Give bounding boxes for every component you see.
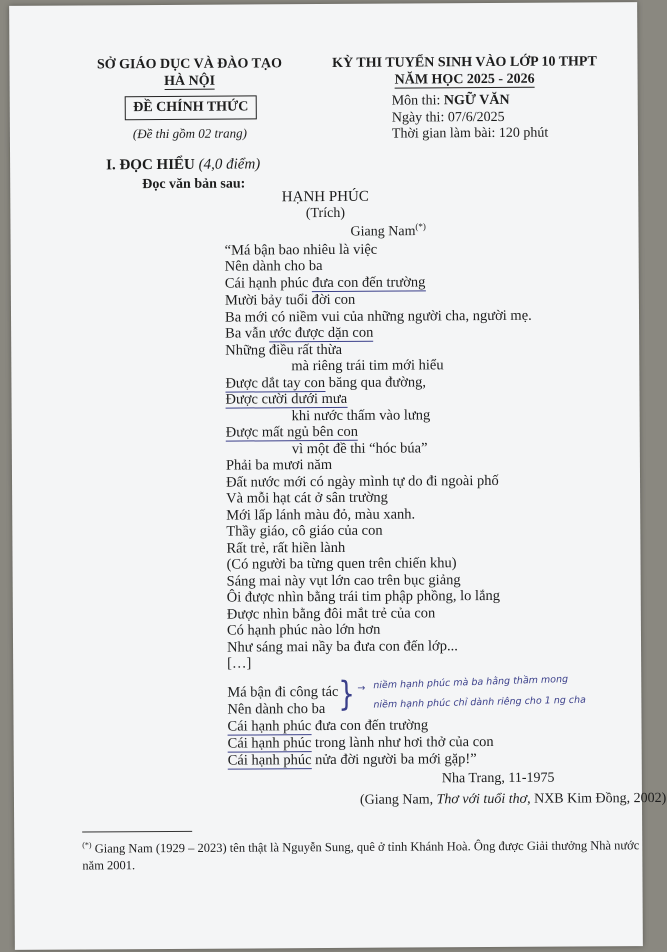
underlined-phrase: Được dắt tay con (225, 375, 326, 392)
subject-line: Môn thi: NGỮ VĂN (391, 92, 510, 109)
department-name: SỞ GIÁO DỤC VÀ ĐÀO TẠO (96, 56, 283, 73)
poem-line: Mười bảy tuổi đời con (224, 291, 356, 309)
underlined-phrase: ước được dặn con (269, 324, 374, 342)
exam-title: KỲ THI TUYỂN SINH VÀO LỚP 10 THPT (332, 54, 597, 71)
poem-line: Ba mới có niềm vui của những người cha, người mẹ. (224, 307, 532, 326)
poem-line: Như sáng mai nầy ba đưa con đến lớp... (226, 638, 458, 656)
poem-subtitle: (Trích) (305, 205, 346, 222)
page-count-note: (Đề thi gồm 02 trang) (132, 125, 247, 142)
official-label: ĐỀ CHÍNH THỨC (125, 95, 257, 120)
poem-line: Ba vẫn ước được dặn con (225, 324, 374, 342)
underlined-phrase: Cái hạnh phúc (227, 735, 312, 752)
poem-line: Cái hạnh phúc nửa đời người ba mới gặp!” (227, 751, 477, 769)
poem-line: Được dắt tay con băng qua đường, (225, 374, 427, 392)
poem-line: vì một đề thi “hóc búa” (291, 440, 428, 458)
poem-line: Sáng mai này vụt lớn cao trên bục giảng (226, 572, 461, 590)
poem-line (225, 391, 347, 409)
poem-line: […] (227, 655, 252, 672)
footnote-rule (82, 831, 192, 833)
poem-line: Mới lấp lánh màu đỏ, màu xanh. (226, 506, 416, 524)
school-year: NĂM HỌC 2025 - 2026 (394, 71, 535, 88)
underlined-phrase: Cái hạnh phúc (227, 752, 312, 769)
underlined-phrase: Được mất ngủ bên con (225, 423, 359, 441)
handwritten-brace: } (338, 675, 356, 715)
poem-line: Cái hạnh phúc đưa con đến trường (227, 717, 429, 735)
poem-line: Cái hạnh phúc trong lành như hơi thở của con (227, 733, 494, 752)
poem-line: mà riêng trái tim mới hiểu (291, 357, 444, 375)
poem-line: Cái hạnh phúc đưa con đến trường (224, 274, 426, 292)
poem-line: Rất trẻ, rất hiền lành (226, 539, 346, 557)
poem-line: Nên dành cho ba (224, 258, 323, 275)
poem-line: Có hạnh phúc nào lớn hơn (226, 621, 381, 639)
poem-author: Giang Nam(*) (350, 221, 426, 240)
poem-line: Phải ba mươi năm (225, 456, 333, 474)
exam-date: Ngày thi: 07/6/2025 (391, 109, 505, 126)
handwritten-note-1: niềm hạnh phúc mà ba hằng thầm mong (373, 673, 569, 692)
poem-line: Đất nước mới có ngày mình tự do đi ngoài phố (225, 472, 499, 491)
poem-line: khi nước thấm vào lưng (291, 407, 431, 425)
exam-paper (9, 2, 667, 950)
exam-duration: Thời gian làm bài: 120 phút (391, 125, 549, 142)
poem-line: Những điều rất thừa (225, 341, 343, 359)
reading-instruction: Đọc văn bản sau: (142, 176, 246, 193)
place-date: Nha Trang, 11-1975 (441, 770, 555, 787)
section-heading: I. ĐỌC HIỂU (4,0 điểm) (106, 156, 261, 174)
underlined-phrase: Được cười dưới mưa (225, 390, 348, 408)
poem-line: “Má bận bao nhiêu là việc (224, 241, 378, 259)
poem-source: (Giang Nam, Thơ với tuổi thơ, NXB Kim Đồng, 2002) (359, 790, 667, 808)
underlined-phrase: đưa con đến trường (312, 274, 426, 292)
underlined-phrase: Cái hạnh phúc (227, 718, 312, 735)
poem-title: HẠNH PHÚC (281, 188, 369, 206)
poem-line: Má bận đi công tác (227, 683, 339, 701)
city-name: HÀ NỘI (164, 73, 216, 89)
handwritten-arrow: → (357, 682, 366, 694)
poem-line: Được nhìn bằng đôi mắt trẻ của con (226, 605, 436, 623)
poem-line (226, 424, 358, 442)
poem-line: (Có người ba từng quen trên chiến khu) (226, 555, 457, 573)
poem-line: Ôi được nhìn bằng trái tim phập phồng, lo lắng (226, 587, 501, 606)
poem-line: Nên dành cho ba (227, 701, 326, 718)
handwritten-note-2: niềm hạnh phúc chỉ dành riêng cho 1 ng cha (373, 694, 587, 711)
footnote: (*) Giang Nam (1929 – 2023) tên thật là Nguyễn Sung, quê ở tỉnh Khánh Hoà. Ông được Giải thưởng Nhà nước năm 2001. (82, 838, 640, 873)
poem-line: Và mỗi hạt cát ở sân trường (226, 489, 388, 507)
poem-line: Thầy giáo, cô giáo của con (226, 522, 383, 540)
